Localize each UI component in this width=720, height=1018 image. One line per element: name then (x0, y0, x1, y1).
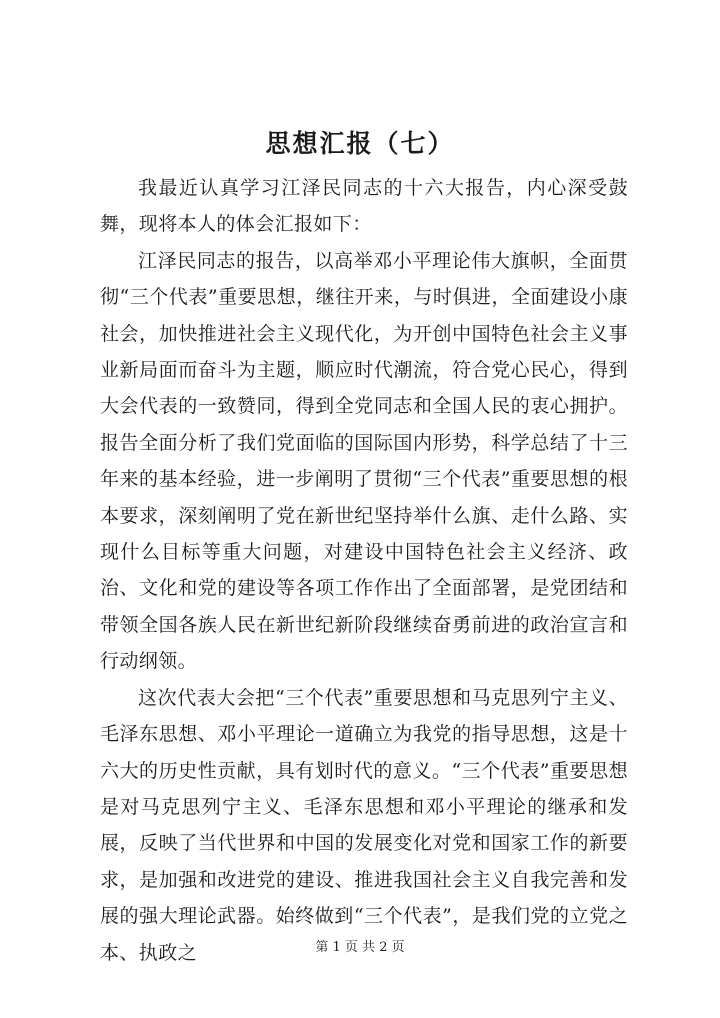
document-title: 思想汇报（七） (265, 129, 455, 158)
paragraph-three-represents: 这次代表大会把“三个代表”重要思想和马克思列宁主义、毛泽东思想、邓小平理论一道确立为我党的指导思想，这是十六大的历史性贡献，具有划时代的意义。“三个代表”重要思想是对马克思列宁主义、毛泽东思想和邓小平理论的继承和发展，反映了当代世界和中国的发展变化对党和国家工作的新要求，是加强和改进党的建设、推进我国社会主义自我完善和发展的强大理论武器。始终做到“三个代表”，是我们党的立党之本、执政之 (100, 686, 628, 964)
paragraph-intro: 我最近认真学习江泽民同志的十六大报告，内心深受鼓舞，现将本人的体会汇报如下： (100, 177, 628, 236)
paragraph-report-summary: 江泽民同志的报告，以高举邓小平理论伟大旗帜，全面贯彻“三个代表”重要思想，继往开来，与时俱进，全面建设小康社会，加快推进社会主义现代化，为开创中国特色社会主义事业新局面而奋斗为主题，顺应时代潮流，符合党心民心，得到大会代表的一致赞同，得到全党同志和全国人民的衷心拥护。报告全面分析了我们党面临的国际国内形势，科学总结了十三年来的基本经验，进一步阐明了贯彻“三个代表”重要思想的根本要求，深刻阐明了党在新世纪坚持举什么旗、走什么路、实现什么目标等重大问题，对建设中国特色社会主义经济、政治、文化和党的建设等各项工作作出了全面部署，是党团结和带领全国各族人民在新世纪新阶段继续奋勇前进的政治宣言和行动纲领。 (100, 249, 628, 673)
document-body (100, 170, 628, 971)
page-footer: 第 1 页 共 2 页 (315, 940, 405, 955)
